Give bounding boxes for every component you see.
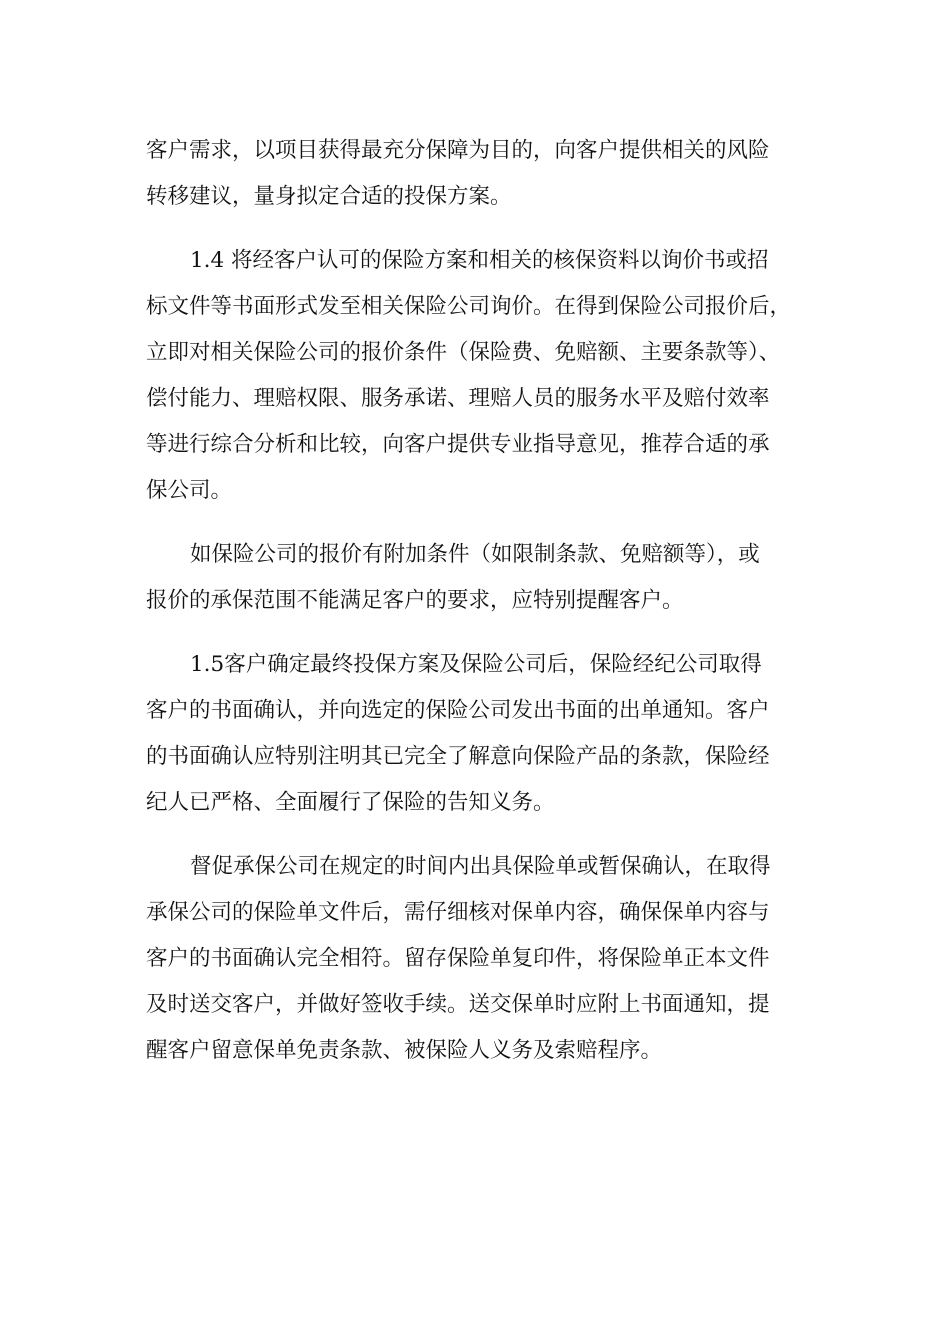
paragraph-1	[146, 128, 812, 220]
text-line: 纪人已严格、全面履行了保险的告知义务。	[146, 790, 555, 815]
document-body	[146, 128, 812, 1074]
text-line: 客户需求，以项目获得最充分保障为目的，向客户提供相关的风险	[146, 138, 770, 163]
text-line: 督促承保公司在规定的时间内出具保险单或暂保确认，在取得	[190, 854, 771, 879]
text-line: 标文件等书面形式发至相关保险公司询价。在得到保险公司报价后，	[146, 294, 792, 319]
text-line: 客户的书面确认完全相符。留存保险单复印件，将保险单正本文件	[146, 946, 770, 971]
text-line: 报价的承保范围不能满足客户的要求，应特别提醒客户。	[146, 588, 684, 613]
text-line: 保公司。	[146, 478, 233, 503]
paragraph-3	[146, 532, 812, 624]
text-line: 的书面确认应特别注明其已完全了解意向保险产品的条款，保险经	[146, 744, 770, 769]
text-line: 等进行综合分析和比较，向客户提供专业指导意见，推荐合适的承	[146, 432, 770, 457]
text-line: 偿付能力、理赔权限、服务承诺、理赔人员的服务水平及赔付效率	[146, 386, 770, 411]
text-line: 如保险公司的报价有附加条件（如限制条款、免赔额等），或	[190, 542, 760, 567]
text-line: 立即对相关保险公司的报价条件（保险费、免赔额、主要条款等）、	[146, 340, 781, 365]
text-line: 及时送交客户，并做好签收手续。送交保单时应附上书面通知，提	[146, 992, 770, 1017]
text-line: 转移建议，量身拟定合适的投保方案。	[146, 184, 512, 209]
paragraph-2	[146, 238, 812, 514]
text-line: 承保公司的保险单文件后，需仔细核对保单内容，确保保单内容与	[146, 900, 770, 925]
paragraph-5	[146, 844, 812, 1074]
paragraph-4	[146, 642, 812, 826]
text-line: 1.4 将经客户认可的保险方案和相关的核保资料以询价书或招	[190, 248, 769, 273]
text-line: 1.5客户确定最终投保方案及保险公司后，保险经纪公司取得	[190, 652, 762, 677]
text-line: 客户的书面确认，并向选定的保险公司发出书面的出单通知。客户	[146, 698, 770, 723]
text-line: 醒客户留意保单免责条款、被保险人义务及索赔程序。	[146, 1038, 663, 1063]
